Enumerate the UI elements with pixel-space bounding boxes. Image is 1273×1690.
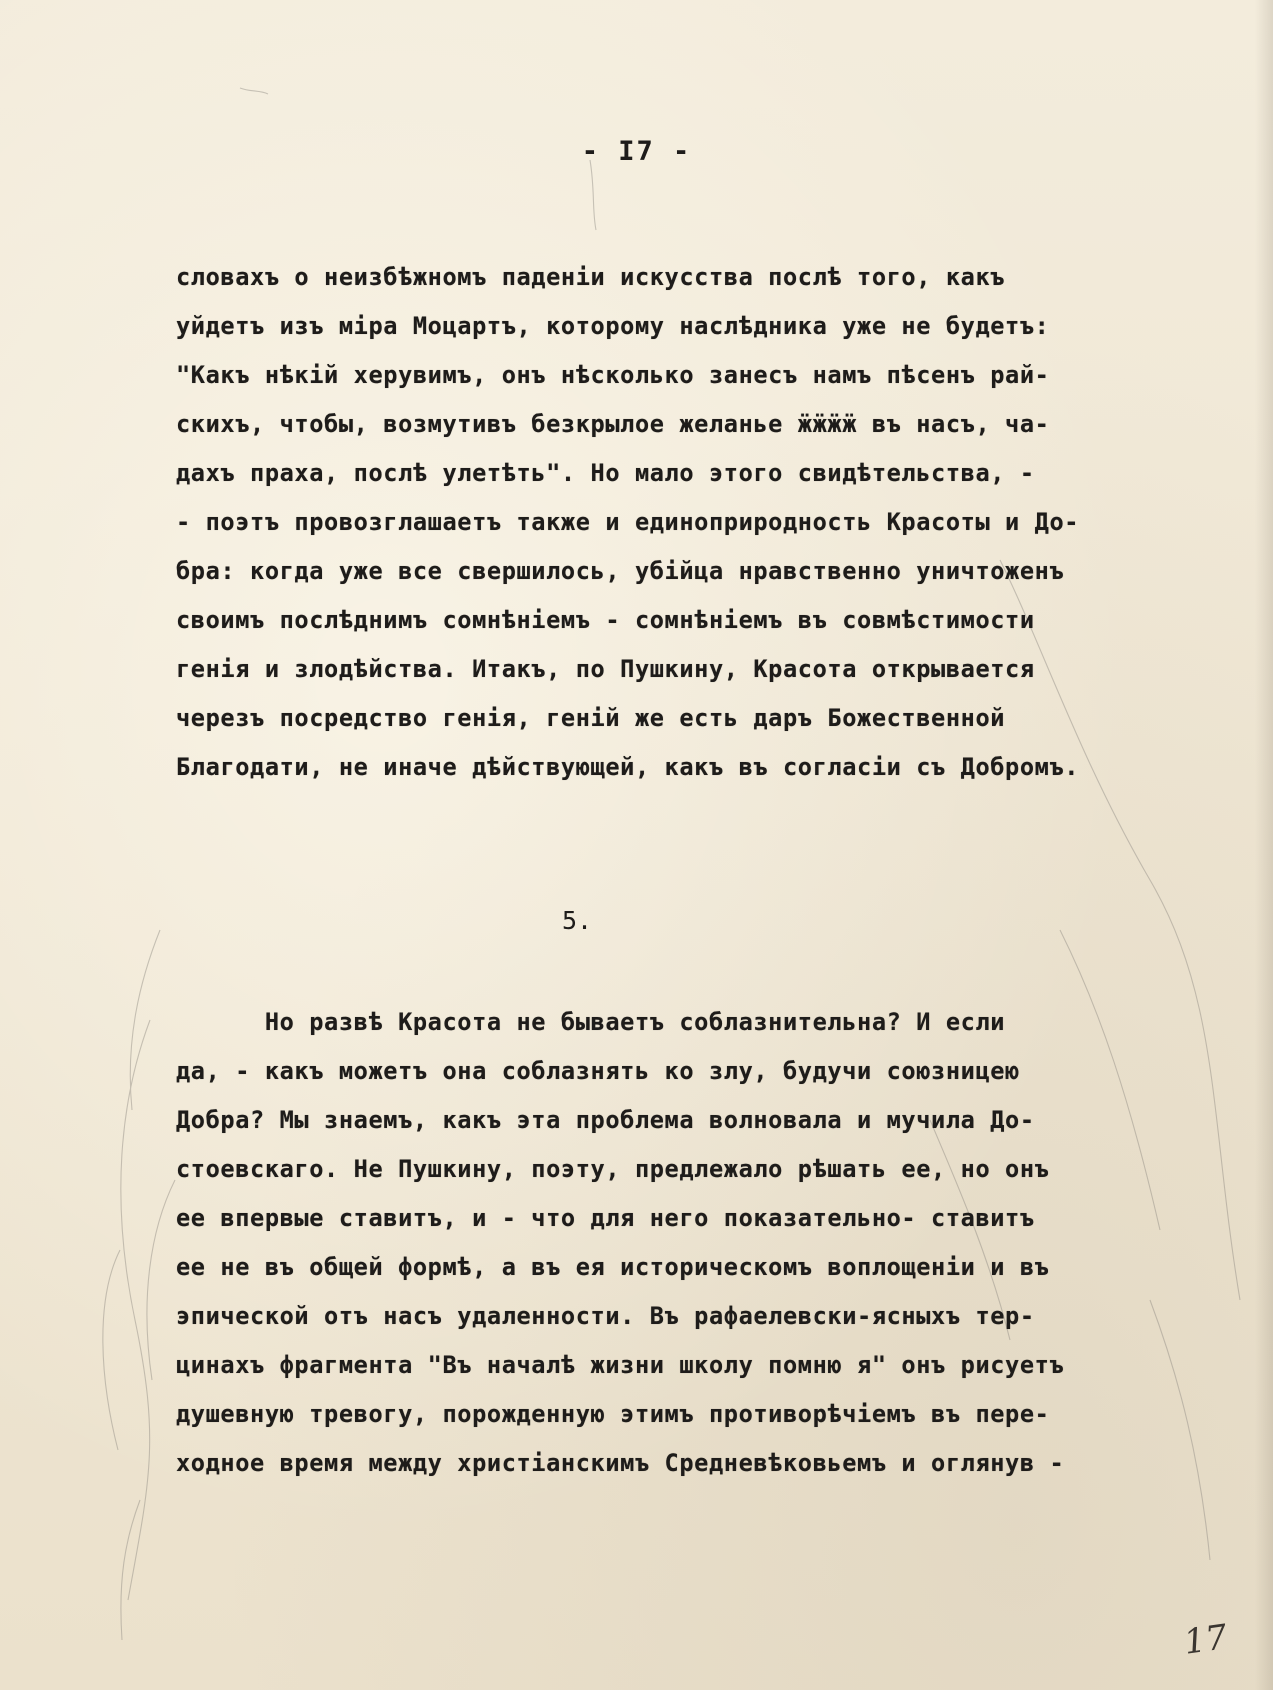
text-line: Благодати, не иначе дѣйствующей, какъ въ согласіи съ Добромъ. bbox=[176, 753, 1080, 781]
text-line: ходное время между христіанскимъ Средневѣковьемъ и оглянув - bbox=[176, 1449, 1065, 1477]
text-line: черезъ посредство генія, геній же есть даръ Божественной bbox=[176, 704, 1006, 732]
text-line: генія и злодѣйства. Итакъ, по Пушкину, Красота открывается bbox=[176, 655, 1035, 683]
text-line: дахъ праха, послѣ улетѣть". Но мало этого свидѣтельства, - bbox=[176, 459, 1035, 487]
text-line: "Какъ нѣкій херувимъ, онъ нѣсколько занесъ намъ пѣсенъ рай- bbox=[176, 361, 1050, 389]
text-line: - поэтъ провозглашаетъ также и единоприродность Красоты и До- bbox=[176, 508, 1080, 536]
section-number: 5. bbox=[562, 906, 593, 935]
text-line: ее не въ общей формѣ, а въ ея историческомъ воплощеніи и въ bbox=[176, 1253, 1050, 1281]
text-line: Но развѣ Красота не бываетъ соблазнительна? И если bbox=[176, 1008, 1006, 1036]
handwritten-page-number: 17 bbox=[1181, 1617, 1230, 1663]
paragraph-1 bbox=[176, 253, 1206, 792]
text-line: эпической отъ насъ удаленности. Въ рафаелевски-ясныхъ тер- bbox=[176, 1302, 1035, 1330]
text-line: бра: когда уже все свершилось, убійца нравственно уничтоженъ bbox=[176, 557, 1065, 585]
page-edge-shadow bbox=[1255, 0, 1273, 1690]
text-line: стоевскаго. Не Пушкину, поэту, предлежало рѣшать ее, но онъ bbox=[176, 1155, 1050, 1183]
text-line: уйдетъ изъ міра Моцартъ, которому наслѣдника уже не будетъ: bbox=[176, 312, 1050, 340]
text-line: душевную тревогу, порожденную этимъ противорѣчіемъ въ пере- bbox=[176, 1400, 1050, 1428]
text-line: скихъ, чтобы, возмутивъ безкрылое желанье ӝӝӝӝ въ насъ, ча- bbox=[176, 410, 1050, 438]
text-line: Добра? Мы знаемъ, какъ эта проблема волновала и мучила До- bbox=[176, 1106, 1035, 1134]
text-line: да, - какъ можетъ она соблазнять ко злу, будучи союзницею bbox=[176, 1057, 1020, 1085]
text-line: своимъ послѣднимъ сомнѣніемъ - сомнѣніемъ въ совмѣстимости bbox=[176, 606, 1035, 634]
text-line: цинахъ фрагмента "Въ началѣ жизни школу помню я" онъ рисуетъ bbox=[176, 1351, 1065, 1379]
text-line: ее впервые ставитъ, и - что для него показательно- ставитъ bbox=[176, 1204, 1035, 1232]
page-number: - I7 - bbox=[581, 136, 692, 167]
paragraph-2 bbox=[176, 998, 1206, 1488]
text-line: словахъ о неизбѣжномъ паденіи искусства послѣ того, какъ bbox=[176, 263, 1006, 291]
